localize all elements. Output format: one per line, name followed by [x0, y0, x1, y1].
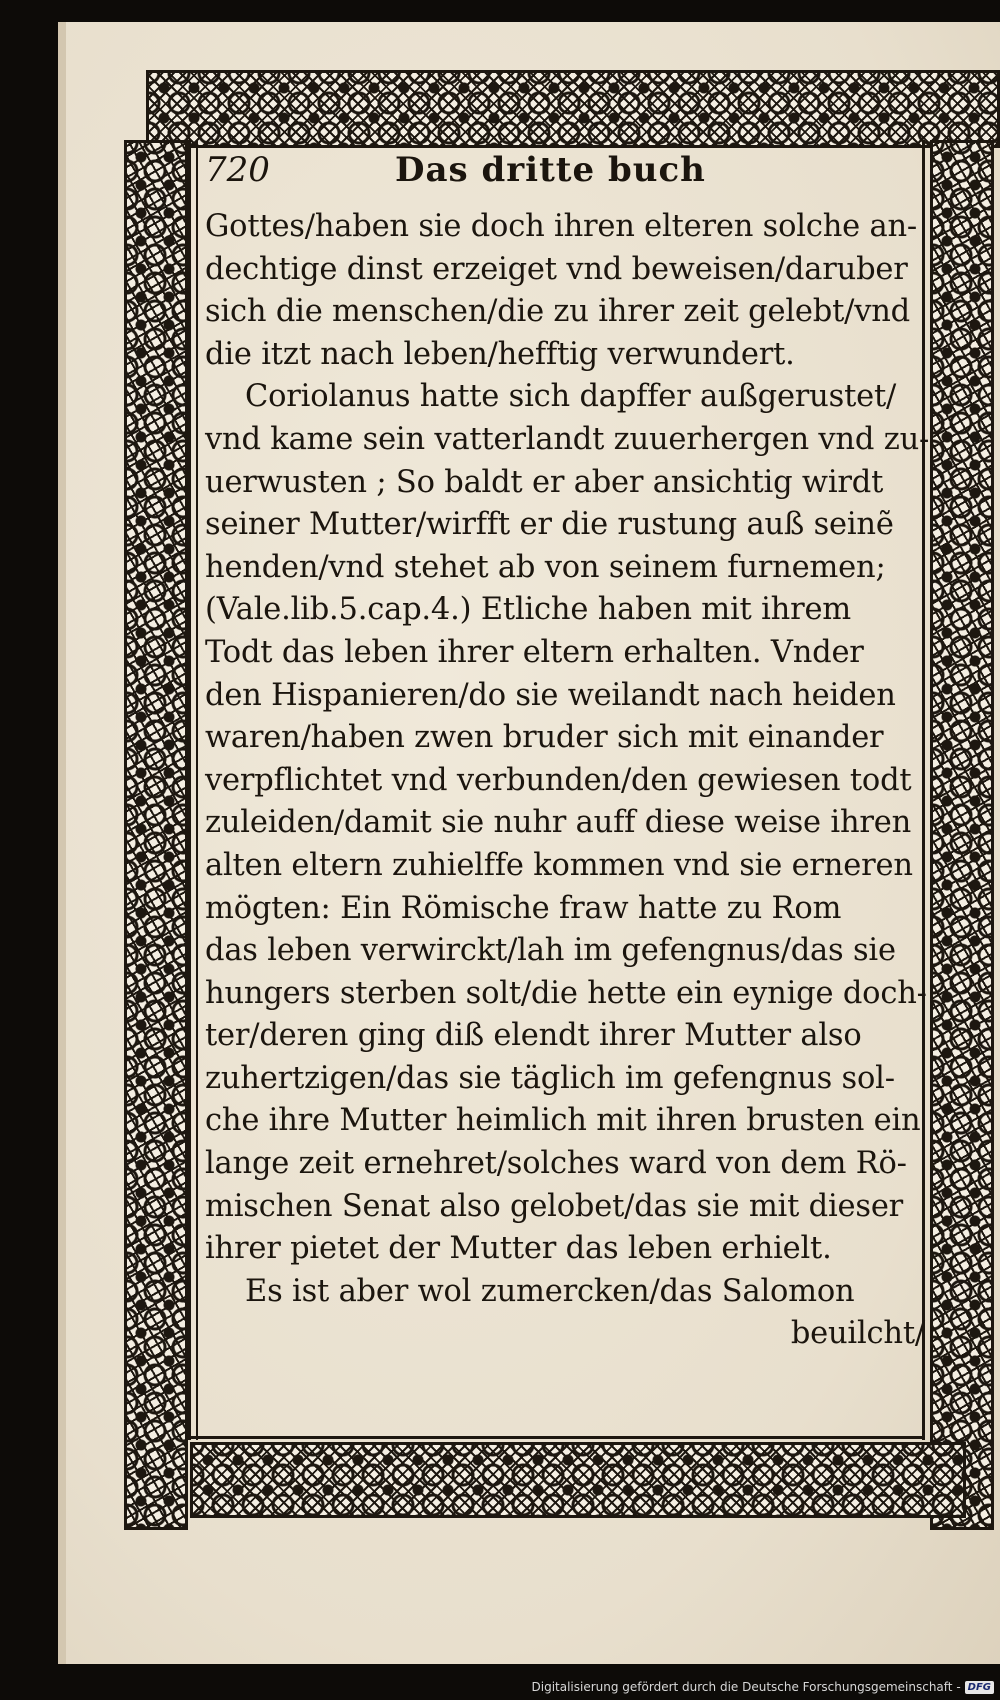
- text-line: Gottes/haben sie doch ihren elteren solche an-: [205, 209, 918, 244]
- text-line: mischen Senat also gelobet/das sie mit dieser: [205, 1188, 904, 1224]
- page-header: [205, 150, 925, 206]
- text-line: ihrer pietet der Mutter das leben erhielt.: [205, 1231, 832, 1267]
- text-line: waren/haben zwen bruder sich mit einander: [205, 720, 884, 756]
- text-line: alten eltern zuhielffe kommen vnd sie erneren: [205, 847, 913, 883]
- text-line: Coriolanus hatte sich dapffer außgerustet/: [245, 379, 897, 415]
- text-line: seiner Mutter/wirfft er die rustung auß seinẽ: [205, 507, 894, 543]
- inner-frame-rule-left-2: [196, 140, 198, 1440]
- credit-text: Digitalisierung gefördert durch die Deutsche Forschungsgemeinschaft -: [531, 1680, 961, 1694]
- catchword: beuilcht/: [790, 1316, 925, 1352]
- text-line: verpflichtet vnd verbunden/den gewiesen todt: [205, 762, 912, 798]
- page-number: 720: [205, 150, 270, 190]
- bottom-ornament-border: [190, 1442, 966, 1518]
- dfg-logo-icon: DFG: [965, 1681, 994, 1694]
- text-line: dechtige dinst erzeiget vnd beweisen/daruber: [205, 251, 908, 287]
- text-line: mögten: Ein Römische fraw hatte zu Rom: [205, 890, 842, 926]
- right-ornament-border: [930, 140, 994, 1530]
- body-text: [205, 206, 930, 1356]
- text-line: lange zeit ernehret/solches ward von dem Rö-: [205, 1146, 907, 1182]
- inner-frame-rule-left: [188, 140, 191, 1440]
- text-line: che ihre Mutter heimlich mit ihren brusten ein: [205, 1103, 921, 1139]
- text-line: Todt das leben ihrer eltern erhalten. Vnder: [205, 634, 864, 670]
- text-line: vnd kame sein vatterlandt zuuerhergen vnd zu-: [205, 421, 930, 457]
- text-line: henden/vnd stehet ab von seinem furnemen;: [205, 549, 886, 585]
- text-line: die itzt nach leben/hefftig verwundert.: [205, 336, 795, 372]
- text-line: (Vale.lib.5.cap.4.) Etliche haben mit ihrem: [205, 592, 852, 628]
- inner-frame-rule-bottom: [190, 1436, 922, 1439]
- text-line: den Hispanieren/do sie weilandt nach heiden: [205, 677, 896, 713]
- left-ornament-border: [124, 140, 188, 1530]
- top-ornament-border: [146, 70, 1000, 148]
- running-head: Das dritte buch: [395, 150, 706, 190]
- text-line: zuhertzigen/das sie täglich im gefengnus sol-: [205, 1060, 895, 1096]
- text-line: hungers sterben solt/die hette ein eynige doch-: [205, 975, 927, 1011]
- page-edge: [58, 22, 66, 1664]
- text-line: sich die menschen/die zu ihrer zeit gelebt/vnd: [205, 294, 911, 330]
- digitization-credit: [532, 1680, 995, 1694]
- text-line: das leben verwirckt/lah im gefengnus/das sie: [205, 933, 896, 969]
- text-line: Es ist aber wol zumercken/das Salomon: [245, 1273, 855, 1309]
- page-text: [205, 150, 930, 1356]
- text-line: uerwusten ; So baldt er aber ansichtig wirdt: [205, 464, 884, 500]
- text-line: zuleiden/damit sie nuhr auff diese weise ihren: [205, 805, 912, 841]
- text-line: ter/deren ging diß elendt ihrer Mutter also: [205, 1018, 862, 1054]
